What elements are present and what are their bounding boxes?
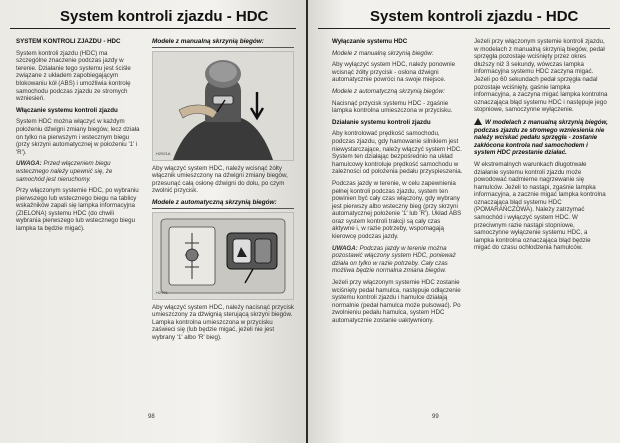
- automatic-selector-illustration: [153, 213, 293, 299]
- left-page-header: System kontroli zjazdu - HDC: [60, 8, 269, 25]
- right-col1-paragraph-9: Jeżeli przy włączonym systemie HDC zostanie wciśnięty pedał hamulca, następuje odłączenie systemu kontroli zjazdu i hamulce działają normalnie (pedał hamulca może pulsować). Po zwolnieniu pedału hamulca, system HDC automatycznie zostanie uaktywniony.: [332, 279, 461, 324]
- right-header-rule: [318, 28, 610, 29]
- left-col1-paragraph-5: Przy włączonym systemie HDC, po wybraniu pierwszego lub wstecznego biegu na tablicy wskaźników zapali się lampka informacyjna (ZIELONA) systemu HDC (do chwili wybrania pierwszego lub wstecznego biegu lampka ta będzie migać).: [16, 187, 139, 233]
- left-col1-paragraph-1: System kontroli zjazdu (HDC) ma szczególne znaczenie podczas jazdy w terenie. Działanie tego systemu jest ściśle związane z układem zapobiegającym blokowaniu kół (ABS) i umożliwia kontrolę samochodu podczas zjazdu ze stromych wzniesień.: [16, 49, 131, 103]
- right-col1-paragraph-0: Wyłączanie systemu HDC: [332, 38, 408, 45]
- manual-activation-text: Aby włączyć system HDC, należy wcisnąć żółty włącznik umieszczony na dźwigni zmiany biegów, przesunąć całą osłonę dźwigni do dołu, po czym zwolnić przycisk.: [152, 164, 288, 195]
- right-page: [308, 0, 620, 443]
- right-column-2: [474, 38, 608, 256]
- note-label: UWAGA:: [332, 244, 358, 252]
- automatic-selector-figure: [152, 212, 294, 300]
- right-col2-paragraph-0: Jeżeli przy włączonym systemie kontroli zjazdu, w modelach z manualną skrzynią biegów, pedał sprzęgła pozostaje wciśnięty przez okres dłuższy niż 3 sekundy, wówczas lampka informacyjna systemu HDC zaczyna migać. Jeżeli po 60 sekundach pedał sprzęgła nadal pozostaje wciśnięty, gaśnie lampka informacyjna, a zaczyna migać lampka kontrolna oznaczająca błąd systemu HDC i następuje jego stopniowe, samoczynne wyłączenie.: [474, 38, 608, 114]
- left-col1-paragraph-3: System HDC można włączyć w każdym położeniu dźwigni zmiany biegów, lecz działa on tylko na pierwszym i wstecznym biegu (przy skrzyni automatycznej w położeniu '1' i 'R').: [16, 118, 140, 156]
- right-col1-paragraph-2: Aby wyłączyć system HDC, należy ponownie wcisnąć żółty przycisk - osłona dźwigni automatycznie powróci na swoje miejsce.: [332, 61, 456, 84]
- automatic-activation-text: Aby włączyć system HDC, należy nacisnąć przycisk umieszczony za dźwignią sterującą skrzyni biegów. Lampka kontrolna umieszczona w przycisku zaświeci się (lub będzie migać, jeżeli nie jest wybrany '1' albo 'R' bieg).: [152, 303, 295, 341]
- right-page-header: System kontroli zjazdu - HDC: [370, 8, 579, 25]
- automatic-gearbox-caption: Modele z automatyczną skrzynią biegów:: [152, 199, 294, 209]
- left-column-1: [16, 38, 140, 237]
- figure-code-2: H2931: [156, 289, 168, 295]
- manual-gear-lever-figure: [152, 51, 294, 161]
- right-col1-paragraph-4: Nacisnąć przycisk systemu HDC - zgaśnie lampka kontrolna umieszczona w przycisku.: [332, 99, 453, 115]
- left-header-rule: [10, 28, 296, 29]
- right-col1-paragraph-3: Modele z automatyczną skrzynią biegów:: [332, 87, 445, 95]
- left-page: [0, 0, 306, 443]
- gear-lever-illustration: [153, 52, 293, 160]
- right-col2-paragraph-2: W ekstremalnych warunkach długotrwałe działanie systemu kontroli zjazdu może powodować nadmierne nagrzewanie się hamulców. Jeżeli to nastąpi, zgaśnie lampka informacyjna, a zacznie migać lampka kontrolna oznaczająca błąd systemu HDC (POMARAŃCZOWA). Należy zatrzymać samochód i wyłączyć system HDC. W przeciwnym razie nastąpi stopniowe, samoczynne wyłączenie systemu HDC, a lampka kontrolna oznaczająca błąd będzie migać do czasu ochłodzenia hamulców.: [474, 160, 606, 252]
- left-col1-paragraph-4: UWAGA: Przed włączeniem biegu wstecznego należy upewnić się, że samochód jest nieruchomy.: [16, 160, 113, 183]
- right-col1-paragraph-6: Aby kontrolować prędkość samochodu, podczas zjazdu, gdy hamowanie silnikiem jest niewystarczające, należy włączyć system HDC. System ten działając bezpośrednio na układ hamulcowy kontroluje prędkość samochodu w zależności od położenia pedału przyspieszenia.: [332, 130, 463, 176]
- manual-gearbox-caption: Modele z manualną skrzynią biegów:: [152, 38, 294, 48]
- right-column-1: [332, 38, 464, 329]
- right-col1-paragraph-5: Działanie systemu kontroli zjazdu: [332, 118, 431, 126]
- left-column-2: [152, 38, 294, 342]
- left-col1-paragraph-2: Włączanie systemu kontroli zjazdu: [16, 106, 118, 114]
- page-number-left: 98: [148, 414, 155, 420]
- right-col1-paragraph-8: UWAGA: Podczas jazdy w terenie można pozostawić włączony system HDC, ponieważ działa on tylko w razie potrzeby. Cały czas możliwa będzie normalna zmiana biegów.: [332, 244, 456, 275]
- right-col1-paragraph-1: Modele z manualną skrzynią biegów:: [332, 49, 434, 57]
- page-number-right: 99: [432, 414, 439, 420]
- left-col1-paragraph-0: SYSTEM KONTROLI ZJAZDU - HDC: [16, 38, 121, 45]
- right-col2-paragraph-1: W modelach z manualną skrzynią biegów, podczas zjazdu ze stromego wzniesienia nie należy wciskać pedału sprzęgła - zostanie zakłócona kontrola nad samochodem i system HDC przestanie działać.: [474, 118, 608, 157]
- warning-icon: [474, 118, 482, 125]
- note-label: UWAGA:: [16, 160, 42, 168]
- right-col1-paragraph-7: Podczas jazdy w terenie, w celu zapewnienia pełnej kontroli podczas zjazdu, system ten powinien być cały czas włączony, gdy wybrany jest pierwszy albo wsteczny bieg (przy skrzyni automatycznej położenie '1' lub 'R'). Układ ABS oraz system kontroli trakcji są cały czas aktywne i, w razie potrzeby, wspomagają kierowcę podczas jazdy.: [332, 179, 462, 241]
- figure-code-1: H2921A: [156, 151, 171, 156]
